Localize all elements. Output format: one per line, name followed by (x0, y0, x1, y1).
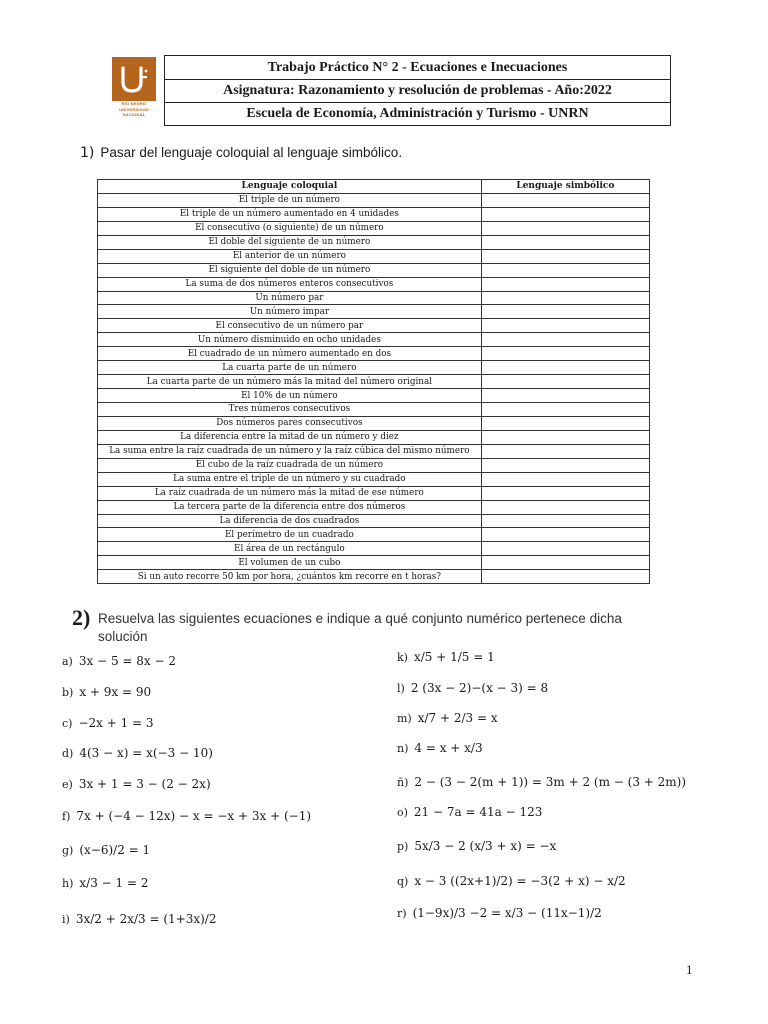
exercise-label: o) (397, 805, 408, 819)
symbolic-answer-cell[interactable] (481, 263, 649, 277)
equation: 3x/2 + 2x/3 = (1+3x)/2 (75, 912, 217, 926)
exercise-label: h) (62, 876, 74, 890)
exercise-label: i) (62, 912, 70, 926)
table-row (98, 193, 650, 207)
table-row (98, 403, 650, 417)
equation: (1−9x)/3 −2 = x/3 − (11x−1)/2 (412, 906, 602, 920)
table-row (98, 528, 650, 542)
logo-text-line: RIO NEGRO (121, 101, 147, 106)
colloquial-cell: La cuarta parte de un número (98, 361, 482, 375)
header-school: Escuela de Economía, Administración y Turismo - UNRN (165, 102, 670, 125)
exercise-label: q) (397, 874, 409, 888)
exercise-label: n) (397, 741, 409, 755)
symbolic-answer-cell[interactable] (481, 277, 649, 291)
question-number: 2) (72, 605, 91, 630)
logo-text-line: NACIONAL (122, 112, 146, 117)
colloquial-cell: Un número disminuido en ocho unidades (98, 333, 482, 347)
table-row (98, 375, 650, 389)
header-subject: Asignatura: Razonamiento y resolución de problemas - Año:2022 (165, 79, 670, 102)
table-row (98, 249, 650, 263)
equation: 3x − 5 = 8x − 2 (78, 654, 176, 668)
question-text: Resuelva las siguientes ecuaciones e indique a qué conjunto numérico pertenece dicha solución (98, 611, 622, 644)
exercise-item (397, 741, 483, 755)
table-row (98, 333, 650, 347)
table-row (98, 514, 650, 528)
table-row (98, 486, 650, 500)
symbolic-answer-cell[interactable] (481, 514, 649, 528)
page-number: 1 (686, 962, 693, 977)
exercise-label: p) (397, 839, 409, 853)
table-header-row (98, 180, 650, 194)
table-row (98, 347, 650, 361)
equation: 4 = x + x/3 (414, 741, 483, 755)
symbolic-answer-cell[interactable] (481, 347, 649, 361)
symbolic-answer-cell[interactable] (481, 375, 649, 389)
table-row (98, 235, 650, 249)
table-row (98, 430, 650, 444)
exercise-item (62, 912, 216, 926)
exercise-item (397, 839, 556, 853)
exercise-label: f) (62, 809, 71, 823)
table-row (98, 556, 650, 570)
translation-table (97, 179, 650, 584)
exercise-item (397, 650, 495, 664)
colloquial-cell: El cubo de la raíz cuadrada de un número (98, 458, 482, 472)
colloquial-cell: La suma entre la raíz cuadrada de un número y la raíz cúbica del mismo número (98, 444, 482, 458)
exercise-item (62, 685, 151, 699)
question-number: 1) (80, 145, 95, 161)
exercise-item (62, 777, 211, 791)
exercise-label: l) (397, 681, 405, 695)
equation: 7x + (−4 − 12x) − x = −x + 3x + (−1) (76, 809, 312, 823)
table-row (98, 291, 650, 305)
symbolic-answer-cell[interactable] (481, 361, 649, 375)
table-row (98, 416, 650, 430)
symbolic-answer-cell[interactable] (481, 430, 649, 444)
symbolic-answer-cell[interactable] (481, 291, 649, 305)
exercise-label: k) (397, 650, 408, 664)
column-header: Lenguaje coloquial (98, 180, 482, 194)
equation: 4(3 − x) = x(−3 − 10) (79, 746, 213, 760)
symbolic-answer-cell[interactable] (481, 319, 649, 333)
table-row (98, 458, 650, 472)
symbolic-answer-cell[interactable] (481, 193, 649, 207)
exercise-item (397, 874, 626, 888)
symbolic-answer-cell[interactable] (481, 416, 649, 430)
table-row (98, 570, 650, 584)
exercise-item (62, 716, 154, 730)
colloquial-cell: El triple de un número aumentado en 4 unidades (98, 207, 482, 221)
exercise-label: b) (62, 685, 74, 699)
table-row (98, 389, 650, 403)
equation: x − 3 ((2x+1)/2) = −3(2 + x) − x/2 (414, 874, 626, 888)
header-title: Trabajo Práctico N° 2 - Ecuaciones e Inecuaciones (267, 59, 568, 75)
equation: x/3 − 1 = 2 (79, 876, 149, 890)
exercise-item (397, 775, 686, 789)
colloquial-cell: El consecutivo (o siguiente) de un número (98, 221, 482, 235)
symbolic-answer-cell[interactable] (481, 235, 649, 249)
table-row (98, 500, 650, 514)
exercise-label: m) (397, 711, 412, 725)
colloquial-cell: El doble del siguiente de un número (98, 235, 482, 249)
logo-text-line: UNIVERSIDAD (119, 106, 149, 112)
symbolic-answer-cell[interactable] (481, 570, 649, 584)
colloquial-cell: El triple de un número (98, 193, 482, 207)
colloquial-cell: La diferencia entre la mitad de un número y diez (98, 430, 482, 444)
equation: (x−6)/2 = 1 (79, 843, 151, 857)
exercise-item (397, 906, 602, 920)
symbolic-answer-cell[interactable] (481, 486, 649, 500)
exercise-item (397, 681, 548, 695)
colloquial-cell: La raíz cuadrada de un número más la mitad de ese número (98, 486, 482, 500)
colloquial-cell: El área de un rectángulo (98, 542, 482, 556)
exercise-item (62, 746, 213, 760)
table-row (98, 263, 650, 277)
colloquial-cell: La suma de dos números enteros consecutivos (98, 277, 482, 291)
university-logo (112, 57, 156, 129)
colloquial-cell: Dos números pares consecutivos (98, 416, 482, 430)
exercise-item (62, 876, 148, 890)
symbolic-answer-cell[interactable] (481, 528, 649, 542)
symbolic-answer-cell[interactable] (481, 556, 649, 570)
colloquial-cell: La tercera parte de la diferencia entre dos números (98, 500, 482, 514)
colloquial-cell: El consecutivo de un número par (98, 319, 482, 333)
symbolic-answer-cell[interactable] (481, 403, 649, 417)
equation: 2 (3x − 2)−(x − 3) = 8 (410, 681, 549, 695)
equation: 5x/3 − 2 (x/3 + x) = −x (414, 839, 557, 853)
header-box (164, 55, 671, 126)
colloquial-cell: El volumen de un cubo (98, 556, 482, 570)
symbolic-answer-cell[interactable] (481, 249, 649, 263)
question-text: Pasar del lenguaje coloquial al lenguaje simbólico. (100, 145, 403, 160)
colloquial-cell: El anterior de un número (98, 249, 482, 263)
symbolic-answer-cell[interactable] (481, 221, 649, 235)
symbolic-answer-cell[interactable] (481, 389, 649, 403)
colloquial-cell: El siguiente del doble de un número (98, 263, 482, 277)
table-row (98, 221, 650, 235)
equation: −2x + 1 = 3 (78, 716, 154, 730)
exercise-label: g) (62, 843, 74, 857)
symbolic-answer-cell[interactable] (481, 444, 649, 458)
colloquial-cell: Un número impar (98, 305, 482, 319)
table-row (98, 305, 650, 319)
question-1 (80, 145, 402, 161)
equation: 3x + 1 = 3 − (2 − 2x) (78, 777, 211, 791)
column-header: Lenguaje simbólico (481, 180, 649, 194)
colloquial-cell: La suma entre el triple de un número y su cuadrado (98, 472, 482, 486)
table-row (98, 444, 650, 458)
logo-mark (112, 57, 156, 101)
exercise-label: e) (62, 777, 73, 791)
equation: x/7 + 2/3 = x (417, 711, 498, 725)
colloquial-cell: Tres números consecutivos (98, 403, 482, 417)
exercise-label: r) (397, 906, 407, 920)
table-row (98, 207, 650, 221)
exercise-item (62, 809, 311, 823)
symbolic-answer-cell[interactable] (481, 305, 649, 319)
table-body (98, 193, 650, 583)
colloquial-cell: El 10% de un número (98, 389, 482, 403)
table-row (98, 277, 650, 291)
exercise-item (397, 805, 542, 819)
colloquial-cell: El cuadrado de un número aumentado en dos (98, 347, 482, 361)
symbolic-answer-cell[interactable] (481, 542, 649, 556)
equation: 21 − 7a = 41a − 123 (413, 805, 543, 819)
table-row (98, 361, 650, 375)
equation: x + 9x = 90 (79, 685, 152, 699)
table-row (98, 319, 650, 333)
logo-u-icon (117, 62, 151, 96)
colloquial-cell: La cuarta parte de un número más la mitad del número original (98, 375, 482, 389)
colloquial-cell: Un número par (98, 291, 482, 305)
exercise-item (397, 711, 498, 725)
equation: x/5 + 1/5 = 1 (413, 650, 495, 664)
exercise-label: c) (62, 716, 73, 730)
equation: 2 − (3 − 2(m + 1)) = 3m + 2 (m − (3 + 2m)) (414, 775, 687, 789)
exercise-item (62, 843, 150, 857)
table-row (98, 542, 650, 556)
exercise-item (62, 654, 176, 668)
table-row (98, 472, 650, 486)
symbolic-answer-cell[interactable] (481, 458, 649, 472)
exercise-label: d) (62, 746, 74, 760)
colloquial-cell: El perímetro de un cuadrado (98, 528, 482, 542)
symbolic-answer-cell[interactable] (481, 500, 649, 514)
colloquial-cell: La diferencia de dos cuadrados (98, 514, 482, 528)
symbolic-answer-cell[interactable] (481, 472, 649, 486)
colloquial-cell: Si un auto recorre 50 km por hora, ¿cuántos km recorre en t horas? (98, 570, 482, 584)
symbolic-answer-cell[interactable] (481, 333, 649, 347)
symbolic-answer-cell[interactable] (481, 207, 649, 221)
exercise-label: a) (62, 654, 73, 668)
exercise-label: ñ) (397, 775, 409, 789)
